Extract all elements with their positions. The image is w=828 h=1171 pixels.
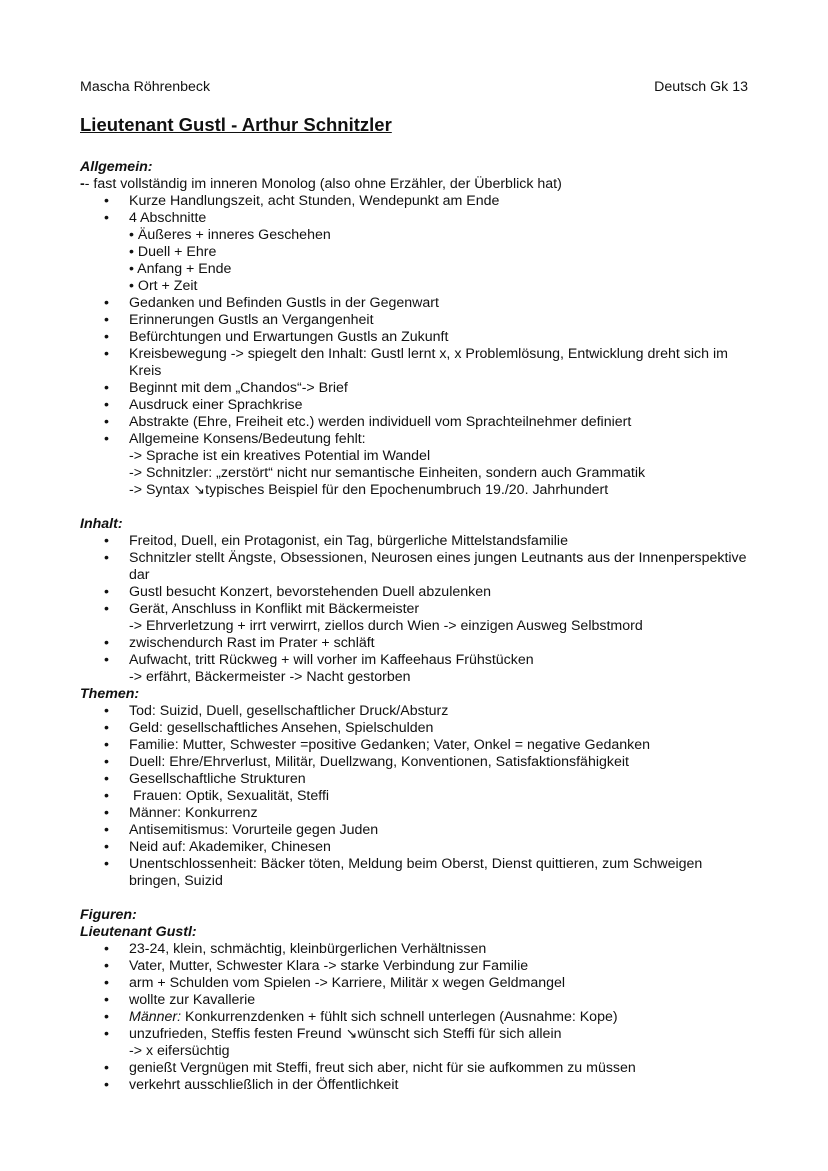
section-heading-allgemein: Allgemein: (80, 159, 153, 175)
list-item: • arm + Schulden vom Spielen -> Karriere, Militär x wegen Geldmangel (80, 975, 750, 992)
arrow-item: -> erfährt, Bäckermeister -> Nacht gestorben (129, 669, 411, 685)
list-item: • Beginnt mit dem „Chandos“-> Brief (80, 380, 750, 397)
list-item: • Kreisbewegung -> spiegelt den Inhalt: Gustl lernt x, x Problemlösung, Entwicklung dreht sich im Kreis (80, 346, 750, 380)
themen-list (80, 703, 750, 890)
sub-item: • Äußeres + inneres Geschehen (129, 227, 331, 243)
list-item: • Kurze Handlungszeit, acht Stunden, Wendepunkt am Ende (80, 193, 750, 210)
document-body (80, 159, 750, 1094)
subsection-heading-gustl: Lieutenant Gustl: (80, 924, 197, 940)
arrow-item: -> Syntax ↘typisches Beispiel für den Epochenumbruch 19./20. Jahrhundert (129, 482, 609, 498)
list-item: • Schnitzler stellt Ängste, Obsessionen, Neurosen eines jungen Leutnants aus der Innenperspektive dar (80, 550, 750, 584)
section-heading-figuren: Figuren: (80, 907, 137, 923)
section-heading-themen: Themen: (80, 686, 140, 702)
list-item: • Gesellschaftliche Strukturen (80, 771, 750, 788)
figuren-list (80, 941, 750, 1094)
list-item: • Frauen: Optik, Sexualität, Steffi (80, 788, 750, 805)
list-item: • Allgemeine Konsens/Bedeutung fehlt: (80, 431, 750, 448)
list-item: • 4 Abschnitte (80, 210, 750, 227)
italic-label: Männer: (129, 1009, 182, 1025)
inhalt-list (80, 533, 750, 686)
list-item (80, 1009, 750, 1026)
list-item: • Tod: Suizid, Duell, gesellschaftlicher Druck/Absturz (80, 703, 750, 720)
list-item: • Gustl besucht Konzert, bevorstehenden Duell abzulenken (80, 584, 750, 601)
author-name: Mascha Röhrenbeck (80, 79, 211, 95)
list-item: • Unentschlossenheit: Bäcker töten, Meldung beim Oberst, Dienst quittieren, zum Schweigen bringen, Suizid (80, 856, 750, 890)
list-item: • Ausdruck einer Sprachkrise (80, 397, 750, 414)
course-name: Deutsch Gk 13 (654, 79, 748, 95)
list-item: • zwischendurch Rast im Prater + schläft (80, 635, 750, 652)
arrow-item: -> Sprache ist ein kreatives Potential im Wandel (129, 448, 431, 464)
intro-line: -- fast vollständig im inneren Monolog (also ohne Erzähler, der Überblick hat) (80, 176, 562, 192)
allgemein-list (80, 193, 750, 499)
list-item: • genießt Vergnügen mit Steffi, freut sich aber, nicht für sie aufkommen zu müssen (80, 1060, 750, 1077)
list-item: • Vater, Mutter, Schwester Klara -> starke Verbindung zur Familie (80, 958, 750, 975)
section-heading-inhalt: Inhalt: (80, 516, 123, 532)
list-item: • Geld: gesellschaftliches Ansehen, Spielschulden (80, 720, 750, 737)
list-item: • Erinnerungen Gustls an Vergangenheit (80, 312, 750, 329)
list-item: • unzufrieden, Steffis festen Freund ↘wünscht sich Steffi für sich allein (80, 1026, 750, 1043)
list-item: • Abstrakte (Ehre, Freiheit etc.) werden individuell vom Sprachteilnehmer definiert (80, 414, 750, 431)
list-item: • Duell: Ehre/Ehrverlust, Militär, Duellzwang, Konventionen, Satisfaktionsfähigkeit (80, 754, 750, 771)
list-item: • Freitod, Duell, ein Protagonist, ein Tag, bürgerliche Mittelstandsfamilie (80, 533, 750, 550)
arrow-item: -> x eifersüchtig (129, 1043, 230, 1059)
arrow-item: -> Ehrverletzung + irrt verwirrt, ziellos durch Wien -> einzigen Ausweg Selbstmord (129, 618, 643, 634)
sub-item: • Duell + Ehre (129, 244, 217, 260)
list-item: • Männer: Konkurrenz (80, 805, 750, 822)
list-item: • Familie: Mutter, Schwester =positive Gedanken; Vater, Onkel = negative Gedanken (80, 737, 750, 754)
list-item: • verkehrt ausschließlich in der Öffentlichkeit (80, 1077, 750, 1094)
list-item: • Gerät, Anschluss in Konflikt mit Bäckermeister (80, 601, 750, 618)
list-item: • 23-24, klein, schmächtig, kleinbürgerlichen Verhältnissen (80, 941, 750, 958)
list-item: • wollte zur Kavallerie (80, 992, 750, 1009)
list-item: • Aufwacht, tritt Rückweg + will vorher im Kaffeehaus Frühstücken (80, 652, 750, 669)
list-item: • Antisemitismus: Vorurteile gegen Juden (80, 822, 750, 839)
arrow-item: -> Schnitzler: „zerstört“ nicht nur semantische Einheiten, sondern auch Grammatik (129, 465, 646, 481)
list-item: • Befürchtungen und Erwartungen Gustls an Zukunft (80, 329, 750, 346)
list-item: • Neid auf: Akademiker, Chinesen (80, 839, 750, 856)
intro-text: - fast vollständig im inneren Monolog (also ohne Erzähler, der Überblick hat) (84, 176, 562, 192)
document-title: Lieutenant Gustl - Arthur Schnitzler (80, 114, 392, 135)
item-text: Konkurrenzdenken + fühlt sich schnell unterlegen (Ausnahme: Kope) (181, 1009, 618, 1025)
list-item: • Gedanken und Befinden Gustls in der Gegenwart (80, 295, 750, 312)
sub-item: • Ort + Zeit (129, 278, 198, 294)
sub-item: • Anfang + Ende (129, 261, 232, 277)
